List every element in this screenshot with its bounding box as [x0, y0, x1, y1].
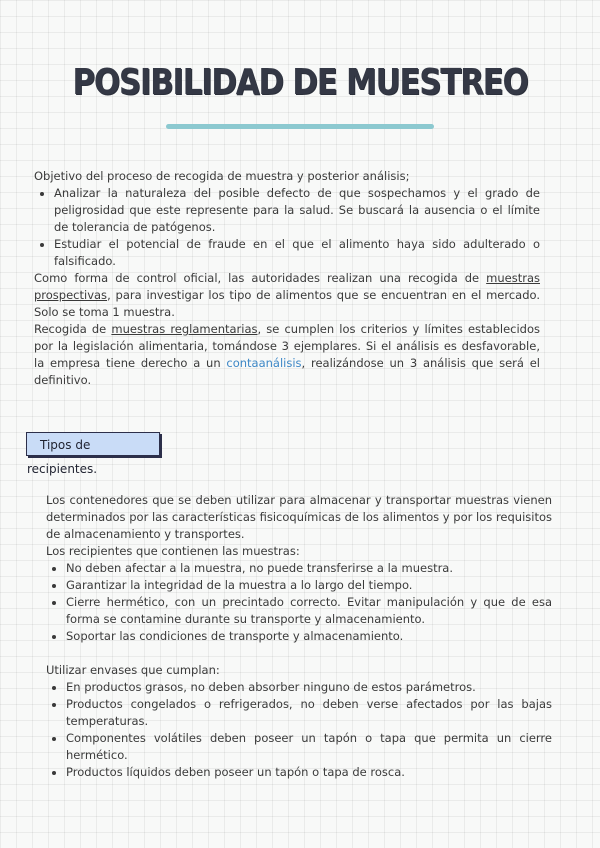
objective-text: Objetivo del proceso de recogida de muestra y posterior análisis; — [34, 169, 410, 183]
envases-list — [46, 679, 552, 781]
section-label-recipientes: Tipos de recipientes. — [26, 432, 160, 456]
recipientes-list — [46, 560, 552, 645]
list-item: • En productos grasos, no deben absorber ninguno de estos parámetros. — [66, 679, 552, 696]
paragraph-envases: Utilizar envases que cumplan: — [46, 663, 220, 677]
paragraph-contenedores: Los contenedores que se deben utilizar para almacenar y transportar muestras vienen determinados por las características fisicoquímicas de los alimentos y por los requisitos de almacenamiento y transportes. — [46, 493, 552, 541]
page-title: POSIBILIDAD DE MUESTREO — [72, 62, 528, 103]
list-item: • Productos líquidos deben poseer un tapón o tapa de rosca. — [66, 764, 552, 781]
title-underline — [166, 124, 434, 129]
list-item: • Estudiar el potencial de fraude en el que el alimento haya sido adulterado o falsificado. — [54, 236, 540, 270]
paragraph-recipientes: Los recipientes que contienen las muestras: — [46, 544, 300, 558]
list-item: • Componentes volátiles deben poseer un tapón o tapa que permita un cierre hermético. — [66, 730, 552, 764]
paragraph-prospective: Como forma de control oficial, las autoridades realizan una recogida de muestras prospectivas, para investigar los tipo de alimentos que se encuentran en el mercado. Solo se toma 1 muestra. — [34, 271, 540, 319]
objective-list — [34, 185, 540, 270]
list-item: • No deben afectar a la muestra, no puede transferirse a la muestra. — [66, 560, 552, 577]
paragraph-regulatory: Recogida de muestras reglamentarias, se cumplen los criterios y límites establecidos por la legislación alimentaria, tomándose 3 ejemplares. Si el análisis es desfavorable, la empresa tiene derecho a un contaanálisis, realizándose un 3 análisis que será el definitivo. — [34, 322, 540, 387]
contraanalisis-link[interactable]: contaanálisis — [226, 356, 302, 370]
underlined-term: muestras prospectivas — [34, 271, 540, 302]
list-item: • Analizar la naturaleza del posible defecto de que sospechamos y el grado de peligrosidad que este represente para la salud. Se buscará la ausencia o el límite de tolerancia de patógenos. — [54, 185, 540, 236]
intro-section — [34, 168, 540, 389]
list-item: • Soportar las condiciones de transporte y almacenamiento. — [66, 628, 552, 645]
list-item: • Productos congelados o refrigerados, no deben verse afectados por las bajas temperaturas. — [66, 696, 552, 730]
list-item: • Garantizar la integridad de la muestra a lo largo del tiempo. — [66, 577, 552, 594]
underlined-term: muestras reglamentarias — [111, 322, 258, 336]
recipientes-section — [46, 492, 552, 781]
list-item: • Cierre hermético, con un precintado correcto. Evitar manipulación y que de esa forma se contamine durante su transporte y almacenamiento. — [66, 594, 552, 628]
